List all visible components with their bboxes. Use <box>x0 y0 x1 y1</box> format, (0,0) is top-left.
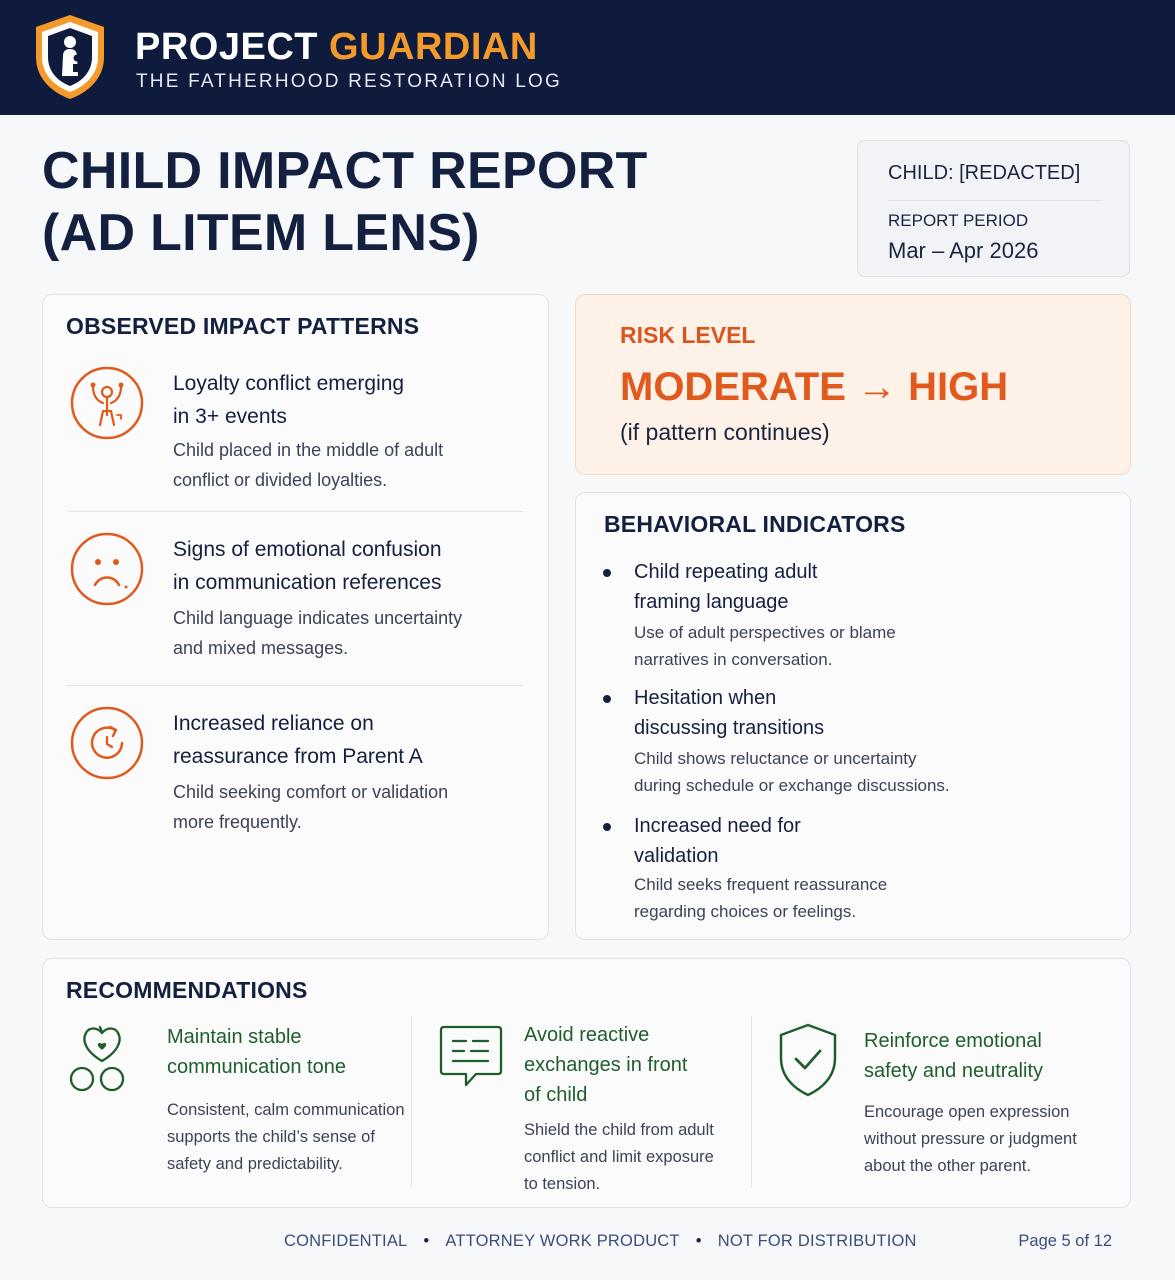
header-bar <box>0 0 1175 115</box>
recommendation-heading: Reinforce emotional safety and neutrality <box>864 1030 1043 1082</box>
brand-word-project: PROJECT <box>135 26 318 68</box>
behavior-description: Child shows reluctance or uncertainty during schedule or exchange discussions. <box>634 749 950 795</box>
recommendation-heading: Avoid reactive exchanges in front of child <box>524 1024 688 1106</box>
behavior-heading: Child repeating adult framing language <box>634 561 818 613</box>
observed-item-heading: Signs of emotional confusion in communication references <box>173 538 442 594</box>
risk-level-note: (if pattern continues) <box>620 419 830 445</box>
risk-level-value: MODERATE → HIGH <box>620 365 1009 409</box>
behavioral-indicators-card <box>575 492 1131 940</box>
bullet-icon <box>603 823 611 831</box>
footer-separator: • <box>423 1232 430 1250</box>
behavior-heading: Increased need for validation <box>634 815 801 867</box>
child-arms-up-icon <box>69 365 145 441</box>
observed-impact-title: OBSERVED IMPACT PATTERNS <box>66 313 420 339</box>
sad-face-icon <box>69 531 145 607</box>
behavior-description: Use of adult perspectives or blame narratives in conversation. <box>634 623 896 669</box>
refresh-circle-icon <box>69 705 145 781</box>
page-number: Page 5 of 12 <box>1018 1232 1112 1250</box>
child-name: CHILD: [REDACTED] <box>888 162 1081 184</box>
footer-separator: • <box>695 1232 702 1250</box>
observed-item-description: Child seeking comfort or validation more frequently. <box>173 782 449 832</box>
observed-item-heading: Loyalty conflict emerging in 3+ events <box>173 372 405 428</box>
footer-confidential: CONFIDENTIAL <box>284 1232 408 1250</box>
bullet-icon <box>603 569 611 577</box>
recommendation-item <box>43 959 411 1207</box>
chat-bubble-icon <box>436 1019 506 1099</box>
recommendation-item <box>412 959 752 1207</box>
behavior-description: Child seeks frequent reassurance regarding choices or feelings. <box>634 875 888 921</box>
shield-guardian-icon <box>32 12 108 102</box>
risk-level-card <box>575 294 1131 475</box>
recommendations-title: RECOMMENDATIONS <box>66 977 308 1003</box>
recommendation-description: Shield the child from adult conflict and limit exposure to tension. <box>524 1121 714 1193</box>
page-title-line1: CHILD IMPACT REPORT <box>42 142 648 200</box>
child-info-card <box>857 140 1130 277</box>
recommendation-description: Consistent, calm communication supports the child’s sense of safety and predictability. <box>167 1101 405 1173</box>
info-divider <box>888 200 1103 201</box>
divider <box>67 511 523 512</box>
observed-impact-card <box>42 294 549 940</box>
page-title-line2: (AD LITEM LENS) <box>42 204 480 262</box>
behavior-heading: Hesitation when discussing transitions <box>634 687 825 739</box>
observed-item-description: Child language indicates uncertainty and mixed messages. <box>173 608 463 658</box>
brand-word-guardian: GUARDIAN <box>329 26 538 68</box>
brand-title <box>135 26 538 69</box>
observed-item-heading: Increased reliance on reassurance from Parent A <box>173 712 423 768</box>
divider <box>67 685 523 686</box>
page-title <box>42 140 682 264</box>
recommendation-description: Encourage open expression without pressure or judgment about the other parent. <box>864 1103 1077 1175</box>
recommendation-heading: Maintain stable communication tone <box>167 1026 346 1078</box>
brand-subtitle: THE FATHERHOOD RESTORATION LOG <box>136 71 562 92</box>
risk-level-label: RISK LEVEL <box>620 322 756 348</box>
recommendations-card <box>42 958 1131 1208</box>
recommendation-item <box>752 959 1130 1207</box>
shield-check-icon <box>776 1021 846 1101</box>
family-heart-icon <box>67 1023 137 1103</box>
footer-work-product: ATTORNEY WORK PRODUCT <box>445 1232 680 1250</box>
footer-no-distribution: NOT FOR DISTRIBUTION <box>717 1232 917 1250</box>
footer-notice <box>284 1232 917 1251</box>
report-period-value: Mar – Apr 2026 <box>888 238 1039 263</box>
observed-item-description: Child placed in the middle of adult conflict or divided loyalties. <box>173 440 444 490</box>
behavioral-indicators-title: BEHAVIORAL INDICATORS <box>604 511 906 537</box>
bullet-icon <box>603 695 611 703</box>
report-period-label: REPORT PERIOD <box>888 211 1029 230</box>
